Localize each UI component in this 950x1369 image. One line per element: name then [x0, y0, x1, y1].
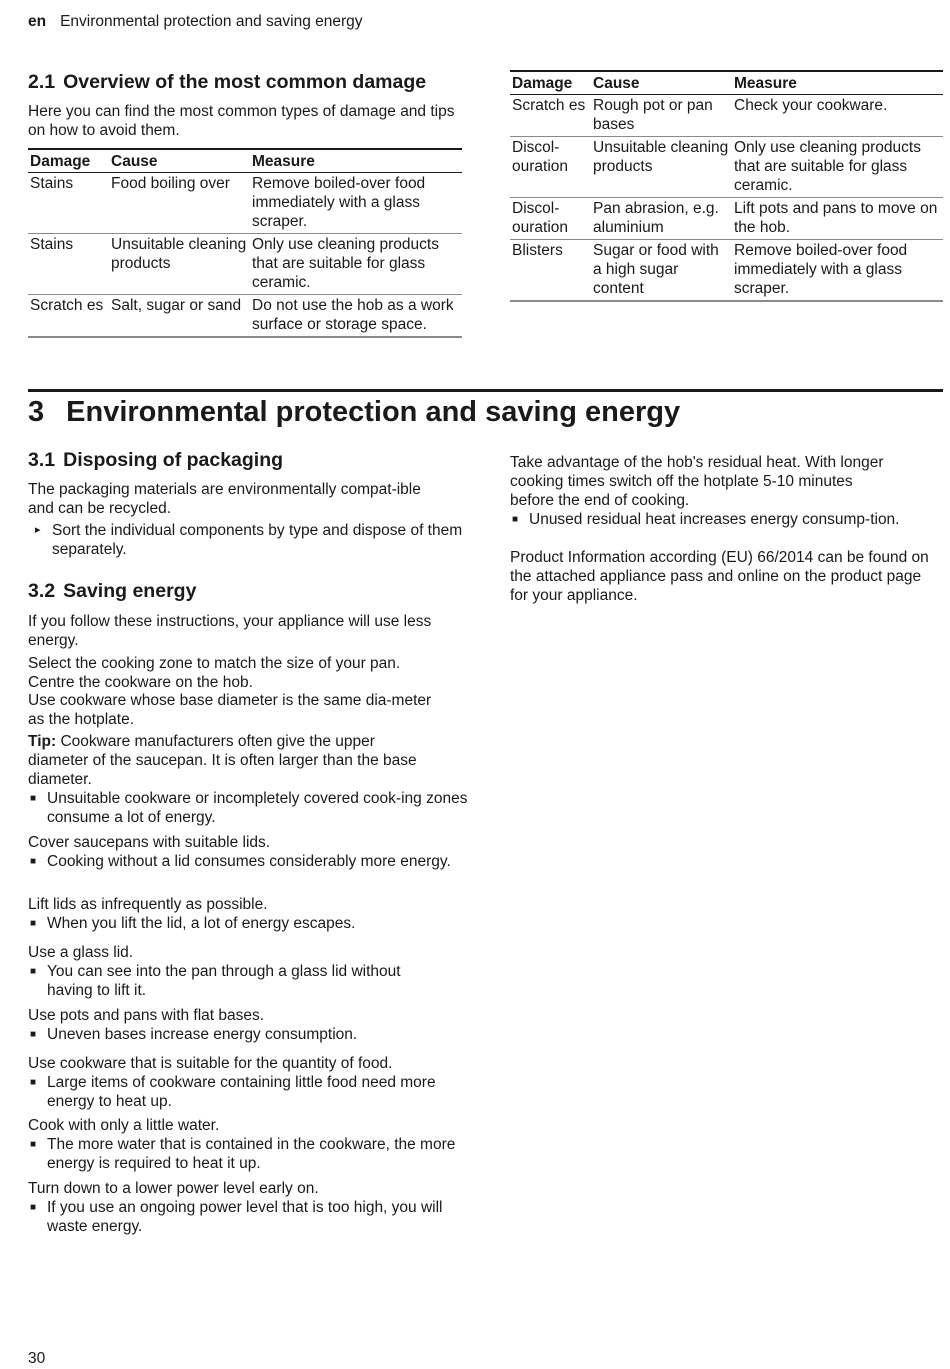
paragraph: Use cookware whose base diameter is the same dia-meter as the hotplate.: [28, 692, 432, 728]
list-item-text: Unsuitable cookware or incompletely covered cook-ing zones consume a lot of energy.: [47, 790, 468, 826]
table-cell: Scratch es: [28, 295, 109, 338]
square-bullet-icon: ■: [512, 514, 519, 525]
damage-table-left: [28, 148, 462, 338]
table-header-row: [510, 71, 943, 95]
table-cell: Discol-ouration: [510, 198, 591, 240]
list-item: [510, 510, 949, 529]
column-header: Cause: [109, 149, 250, 173]
list-item-text: The more water that is contained in the cookware, the more energy is required to heat it up.: [47, 1136, 456, 1172]
language-code: en: [28, 13, 47, 30]
table-cell: Stains: [28, 234, 109, 295]
list-item: [28, 1198, 465, 1236]
table-cell: Stains: [28, 173, 109, 234]
table-cell: Blisters: [510, 240, 591, 302]
table-row: [510, 95, 943, 137]
section-title: Overview of the most common damage: [63, 71, 427, 93]
table-cell: Scratch es: [510, 95, 591, 137]
packaging-text: The packaging materials are environmentally compat-ible and can be recycled.: [28, 481, 421, 517]
list-item: [28, 789, 475, 827]
paragraph: Select the cooking zone to match the size of your pan. Centre the cookware on the hob.: [28, 655, 401, 691]
chapter-heading: [28, 394, 680, 430]
chapter-number: 3: [28, 396, 45, 428]
paragraph: Use cookware that is suitable for the quantity of food.: [28, 1055, 393, 1072]
list-item: [28, 914, 475, 933]
list-item-text: Unused residual heat increases energy consump-tion.: [529, 511, 900, 528]
paragraph: Turn down to a lower power level early on.: [28, 1180, 319, 1197]
section-number: 3.1: [28, 449, 56, 471]
square-bullet-icon: ■: [30, 1139, 37, 1150]
table-row: [28, 295, 462, 338]
table-cell: Remove boiled-over food immediately with a glass scraper.: [732, 240, 943, 302]
column-header: Cause: [591, 71, 732, 95]
section-number: 2.1: [28, 71, 56, 93]
table-cell: Unsuitable cleaning products: [591, 137, 732, 198]
table-cell: Discol-ouration: [510, 137, 591, 198]
table-cell: Food boiling over: [109, 173, 250, 234]
table-cell: Rough pot or pan bases: [591, 95, 732, 137]
section-title: Disposing of packaging: [63, 449, 284, 471]
section-intro: Here you can find the most common types of damage and tips on how to avoid them.: [28, 103, 455, 139]
section-heading-2-1: [28, 70, 426, 94]
section-heading-3-2: [28, 579, 196, 603]
list-item-text: Uneven bases increase energy consumption.: [47, 1026, 358, 1043]
running-header: [28, 12, 363, 31]
section-heading-3-1: [28, 448, 283, 472]
square-bullet-icon: ■: [30, 918, 37, 929]
section-title: Saving energy: [63, 580, 197, 602]
table-cell: Sugar or food with a high sugar content: [591, 240, 732, 302]
table-cell: Lift pots and pans to move on the hob.: [732, 198, 943, 240]
table-cell: Only use cleaning products that are suitable for glass ceramic.: [250, 234, 462, 295]
table-cell: Check your cookware.: [732, 95, 943, 137]
list-item: [28, 962, 437, 1000]
arrow-bullet-icon: ▸: [35, 524, 41, 536]
list-item-text: Cooking without a lid consumes considerably more energy.: [47, 853, 451, 870]
table-header-row: [28, 149, 462, 173]
table-cell: Unsuitable cleaning products: [109, 234, 250, 295]
table-cell: Pan abrasion, e.g. aluminium: [591, 198, 732, 240]
tip-text: Cookware manufacturers often give the upper diameter of the saucepan. It is often larger than the base diameter.: [28, 733, 417, 788]
list-item-text: If you use an ongoing power level that is too high, you will waste energy.: [47, 1199, 443, 1235]
table-cell: Only use cleaning products that are suitable for glass ceramic.: [732, 137, 943, 198]
list-item: [28, 1135, 465, 1173]
table-row: [510, 198, 943, 240]
square-bullet-icon: ■: [30, 966, 37, 977]
square-bullet-icon: ■: [30, 1077, 37, 1088]
list-item: [28, 852, 475, 871]
column-header: Measure: [250, 149, 462, 173]
chapter-divider: [28, 389, 943, 392]
paragraph: Take advantage of the hob's residual heat. With longer cooking times switch off the hotplate 5-10 minutes before the end of cooking.: [510, 454, 884, 509]
list-item-text: Sort the individual components by type and dispose of them separately.: [52, 522, 463, 558]
header-title: Environmental protection and saving energy: [60, 13, 363, 30]
page-number: 30: [28, 1350, 46, 1367]
square-bullet-icon: ■: [30, 793, 37, 804]
list-item-text: When you lift the lid, a lot of energy escapes.: [47, 915, 356, 932]
table-row: [28, 173, 462, 234]
square-bullet-icon: ■: [30, 1202, 37, 1213]
table-row: [28, 234, 462, 295]
table-row: [510, 240, 943, 302]
list-item: [33, 521, 464, 559]
section-number: 3.2: [28, 580, 56, 602]
column-header: Measure: [732, 71, 943, 95]
paragraph: If you follow these instructions, your appliance will use less energy.: [28, 613, 432, 649]
list-item-text: Large items of cookware containing little food need more energy to heat up.: [47, 1074, 436, 1110]
paragraph: Use a glass lid.: [28, 944, 134, 961]
paragraph: Cover saucepans with suitable lids.: [28, 834, 271, 851]
damage-table-right: [510, 70, 943, 302]
tip-paragraph: [28, 732, 438, 789]
chapter-title: Environmental protection and saving energy: [66, 396, 681, 428]
paragraph: Use pots and pans with flat bases.: [28, 1007, 265, 1024]
square-bullet-icon: ■: [30, 1029, 37, 1040]
table-cell: Remove boiled-over food immediately with a glass scraper.: [250, 173, 462, 234]
table-cell: Do not use the hob as a work surface or storage space.: [250, 295, 462, 338]
list-item: [28, 1025, 475, 1044]
list-item: [28, 1073, 475, 1111]
column-header: Damage: [510, 71, 591, 95]
table-row: [510, 137, 943, 198]
paragraph: Lift lids as infrequently as possible.: [28, 896, 268, 913]
paragraph: Product Information according (EU) 66/2014 can be found on the attached appliance pass and online on the product page for your appliance.: [510, 549, 929, 604]
table-cell: Salt, sugar or sand: [109, 295, 250, 338]
square-bullet-icon: ■: [30, 856, 37, 867]
tip-label: Tip:: [28, 733, 57, 750]
list-item-text: You can see into the pan through a glass lid without having to lift it.: [47, 963, 401, 999]
paragraph: Cook with only a little water.: [28, 1117, 220, 1134]
column-header: Damage: [28, 149, 109, 173]
